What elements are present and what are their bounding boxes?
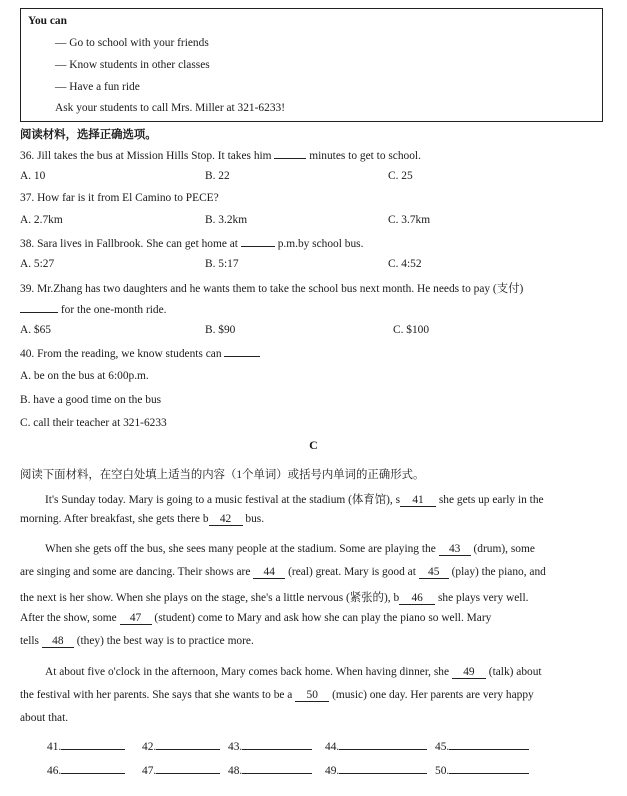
passage-line [20,513,264,526]
question-39-line2 [20,302,167,316]
answer-blank[interactable] [20,302,58,313]
passage-text: At about five o'clock in the afternoon, Mary comes back home. When having dinner, she [45,666,450,678]
option: C. 25 [388,170,413,182]
option: C. $100 [393,324,430,336]
answer-number: 50. [435,765,450,777]
fill-blank[interactable]: 45 [419,566,449,579]
option: B. 3.2km [205,214,248,226]
fill-blank[interactable]: 49 [452,666,486,679]
passage-line [20,566,546,579]
section-instruction: 阅读下面材料，在空白处填上适当的内容（1个单词）或括号内单词的正确形式。 [20,469,425,481]
fill-blank[interactable]: 44 [253,566,285,579]
passage-text: bus. [245,513,265,525]
option: B. 5:17 [205,258,239,270]
notice-item: — Know students in other classes [55,59,210,71]
answer-number: 49. [325,765,340,777]
answer-slot[interactable] [47,763,125,777]
notice-heading: You can [28,15,67,27]
passage-text: (music) one day. Her parents are very happy [332,689,534,701]
answer-blank[interactable] [224,346,260,357]
question-stem-after: p.m.by school bus. [277,238,364,250]
question-39: 39. Mr.Zhang has two daughters and he wants them to take the school bus next month. He needs to pay (支付) [20,283,524,295]
passage-text: (real) great. Mary is good at [288,566,416,578]
passage-line [45,666,542,679]
passage-text: she gets up early in the [438,494,544,506]
passage-line [45,543,535,556]
option: C. 3.7km [388,214,431,226]
fill-blank[interactable]: 46 [399,592,435,605]
option: A. be on the bus at 6:00p.m. [20,370,149,382]
fill-blank[interactable]: 41 [400,494,436,507]
answer-number: 48. [228,765,243,777]
passage-text: tells [20,635,39,647]
option: B. $90 [205,324,236,336]
question-38 [20,236,363,250]
question-40 [20,346,260,360]
answer-number: 41. [47,741,62,753]
passage-text: morning. After breakfast, she gets there b [20,513,209,525]
answer-slot[interactable] [142,763,220,777]
passage-text: When she gets off the bus, she sees many people at the stadium. Some are playing the [45,543,436,555]
question-stem-after: minutes to get to school. [309,150,421,162]
passage-line [45,491,544,507]
answer-blank[interactable] [274,148,306,159]
option: A. 10 [20,170,46,182]
answer-number: 47. [142,765,157,777]
passage-text: (drum), some [473,543,535,555]
answer-slot[interactable] [435,763,529,777]
answer-slot[interactable] [228,739,312,753]
passage-text: (they) the best way is to practice more. [76,635,254,647]
option: B. 22 [205,170,230,182]
fill-blank[interactable]: 50 [295,689,329,702]
passage-text: the next is her show. When she plays on the stage, she's a little nervous (紧张的), b [20,592,400,604]
question-stem: 40. From the reading, we know students can [20,348,222,360]
passage-text: she plays very well. [438,592,529,604]
option: A. $65 [20,324,52,336]
passage-line: about that. [20,712,69,724]
fill-blank[interactable]: 43 [439,543,471,556]
passage-text: It's Sunday today. Mary is going to a music festival at the stadium (体育馆), s [45,494,401,506]
answer-slot[interactable] [47,739,125,753]
passage-text: are singing and some are dancing. Their shows are [20,566,251,578]
answer-slot[interactable] [325,739,427,753]
option: C. call their teacher at 321-6233 [20,417,167,429]
notice-contact: Ask your students to call Mrs. Miller at 321-6233! [55,102,285,114]
question-37: 37. How far is it from El Camino to PECE? [20,192,219,204]
notice-box [20,8,603,122]
answer-blank[interactable] [241,236,275,247]
answer-slot[interactable] [325,763,427,777]
passage-text: After the show, some [20,612,117,624]
passage-text: (play) the piano, and [451,566,546,578]
answer-slot[interactable] [435,739,529,753]
option: A. 2.7km [20,214,63,226]
answer-number: 46. [47,765,62,777]
passage-text: (talk) about [488,666,542,678]
answer-number: 44. [325,741,340,753]
option: B. have a good time on the bus [20,394,162,406]
answer-slot[interactable] [228,763,312,777]
passage-text: (student) come to Mary and ask how she can play the piano so well. Mary [154,612,492,624]
section-label: C [309,438,318,452]
answer-number: 42. [142,741,157,753]
question-stem: 36. Jill takes the bus at Mission Hills Stop. It takes him [20,150,272,162]
passage-text: the festival with her parents. She says that she wants to be a [20,689,293,701]
passage-line [20,689,534,702]
question-36 [20,148,421,162]
option: C. 4:52 [388,258,422,270]
question-stem-after: for the one-month ride. [60,304,167,316]
section-instruction: 阅读材料，选择正确选项。 [20,129,157,141]
notice-item: — Have a fun ride [55,81,140,93]
answer-number: 45. [435,741,450,753]
answer-slot[interactable] [142,739,220,753]
notice-item: — Go to school with your friends [55,37,209,49]
answer-number: 43. [228,741,243,753]
fill-blank[interactable]: 42 [209,513,243,526]
passage-line [20,612,491,625]
passage-line [20,589,528,605]
passage-line [20,635,254,648]
option: A. 5:27 [20,258,55,270]
fill-blank[interactable]: 47 [120,612,152,625]
question-stem: 38. Sara lives in Fallbrook. She can get home at [20,238,238,250]
fill-blank[interactable]: 48 [42,635,74,648]
